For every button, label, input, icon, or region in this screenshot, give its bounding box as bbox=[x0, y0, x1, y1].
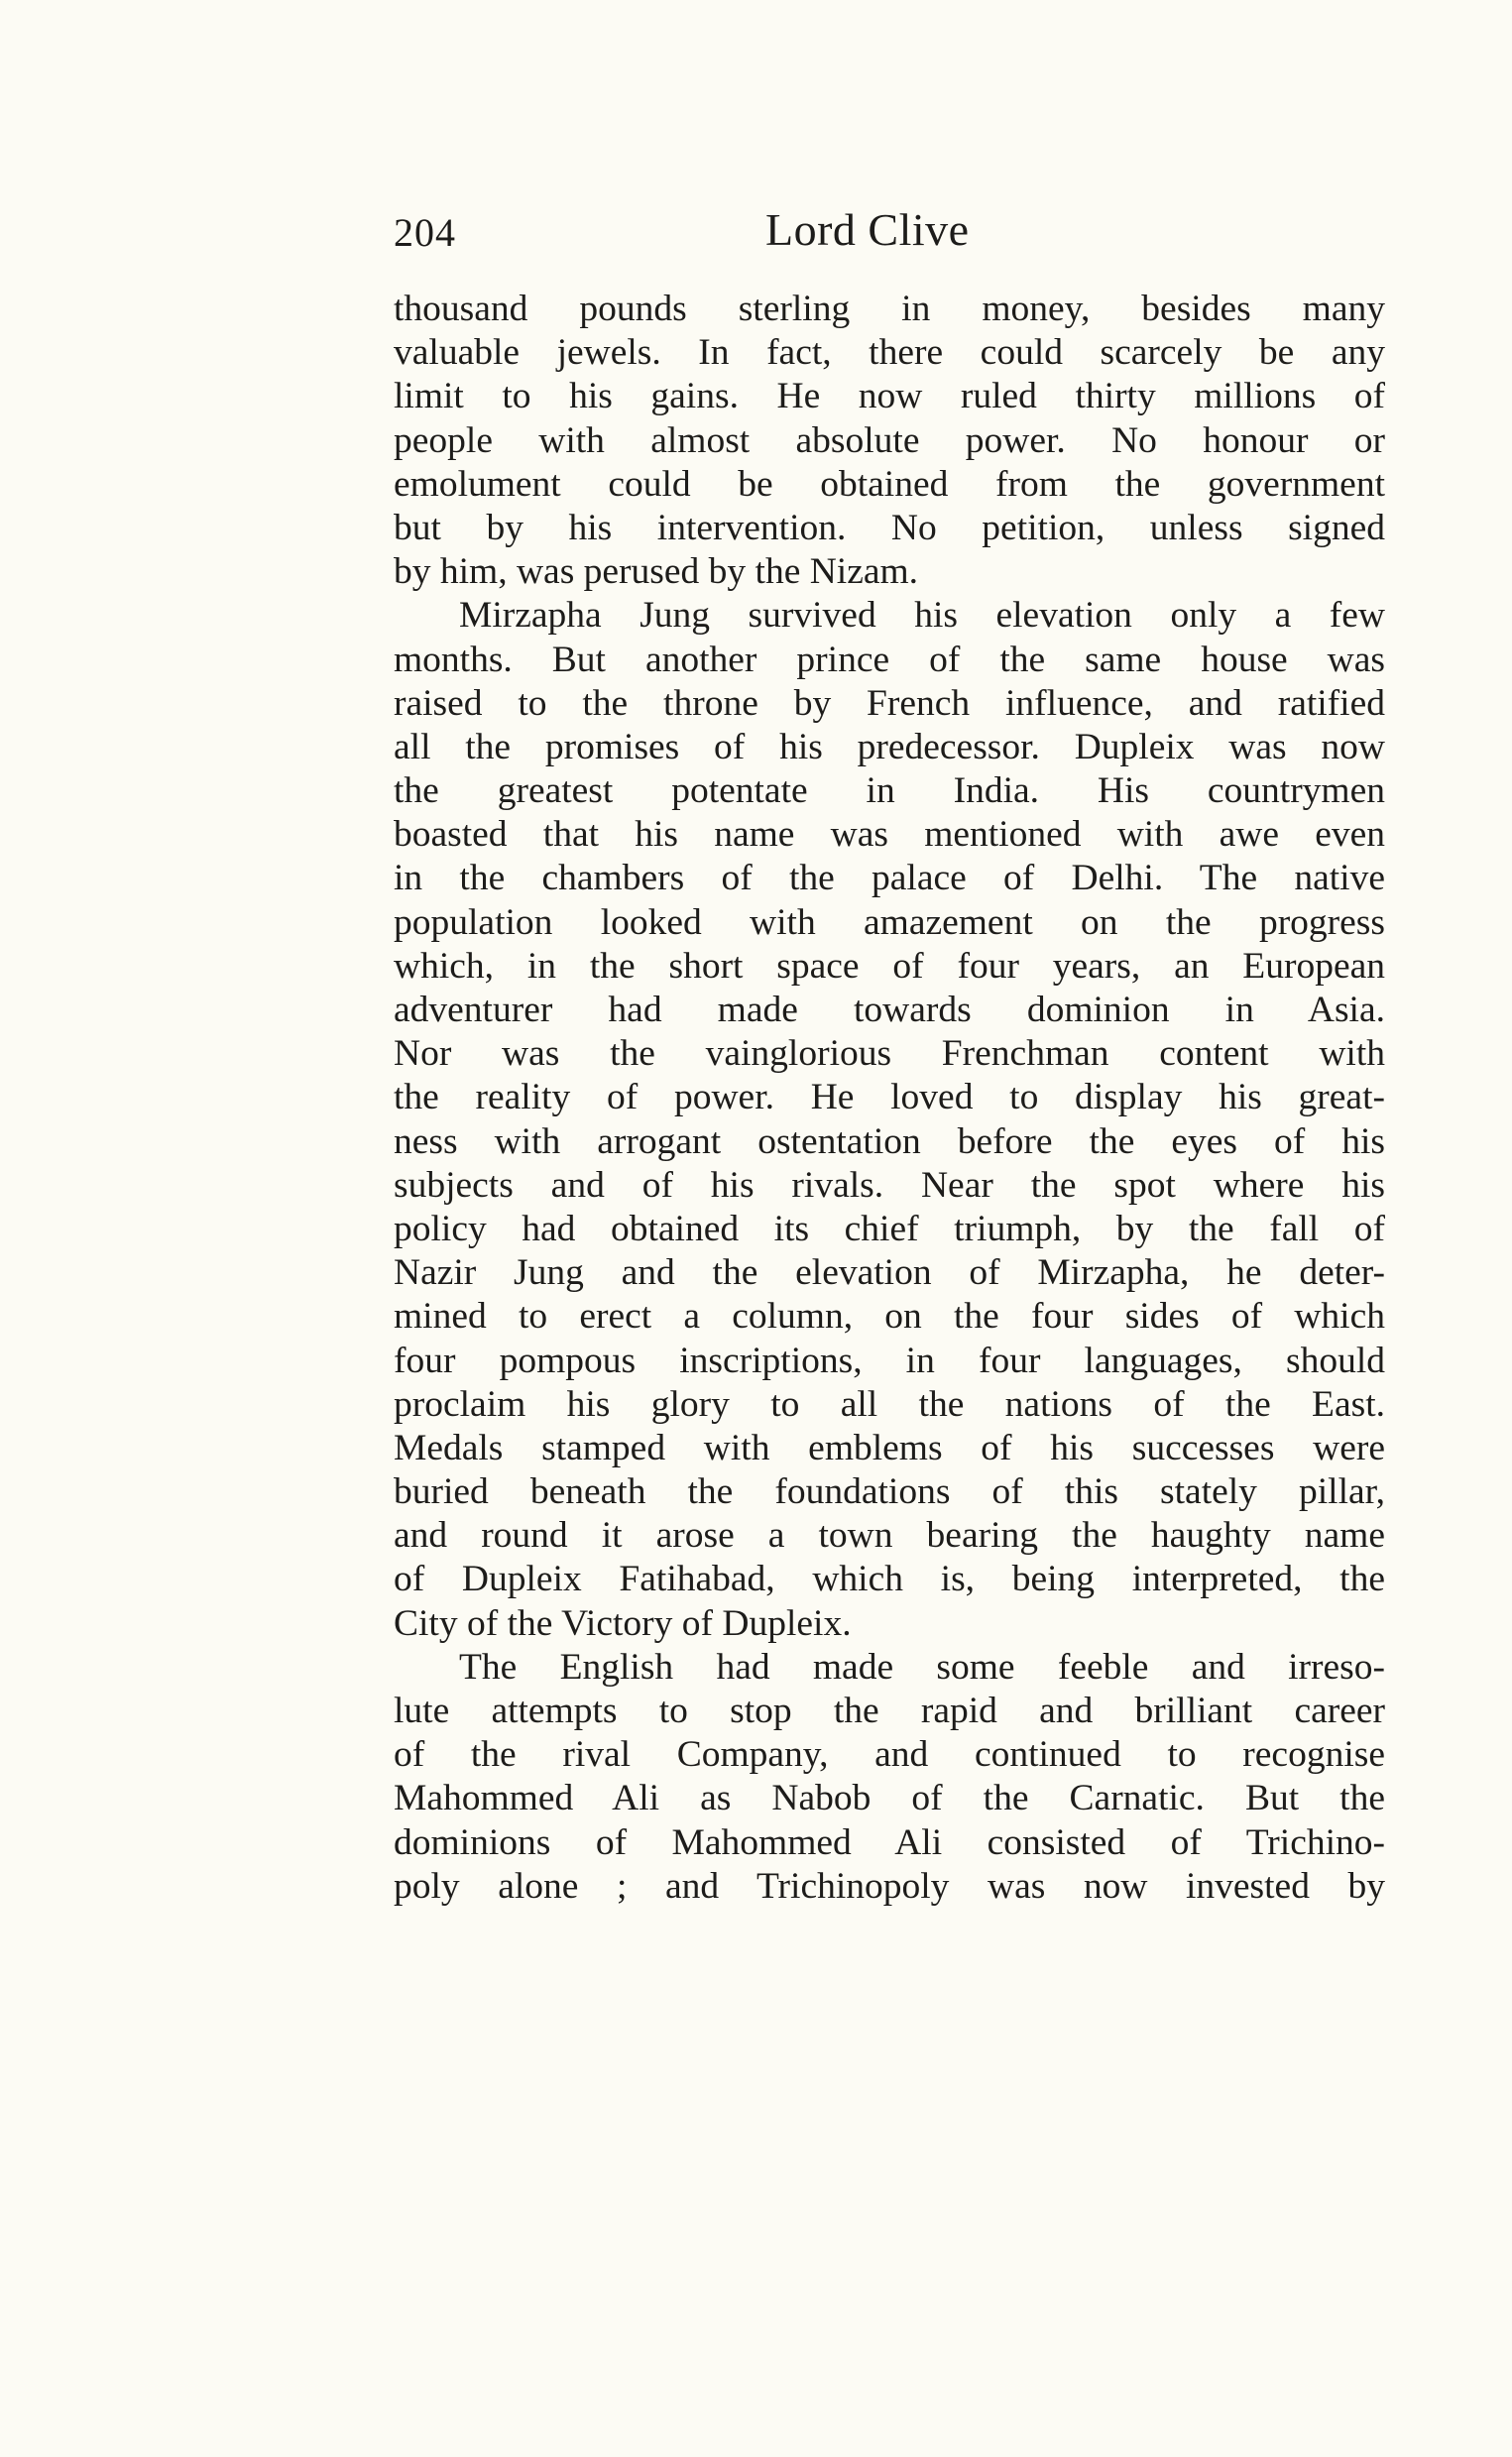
text-line: the reality of power. He loved to display his great- bbox=[394, 1077, 1385, 1118]
text-line: which, in the short space of four years, an European bbox=[394, 945, 1385, 987]
text-line: Mirzapha Jung survived his elevation only a few bbox=[459, 595, 1385, 637]
text-line: dominions of Mahommed Ali consisted of Trichino- bbox=[394, 1821, 1385, 1863]
text-line: valuable jewels. In fact, there could scarcely be any bbox=[394, 332, 1385, 374]
text-line: poly alone ; and Trichinopoly was now invested by bbox=[394, 1865, 1385, 1907]
text-line: all the promises of his predecessor. Dupleix was now bbox=[394, 726, 1385, 767]
text-line: of Dupleix Fatihabad, which is, being interpreted, the bbox=[394, 1559, 1385, 1600]
text-line: four pompous inscriptions, in four languages, should bbox=[394, 1340, 1385, 1381]
text-line: mined to erect a column, on the four sides of which bbox=[394, 1296, 1385, 1338]
text-line: limit to his gains. He now ruled thirty millions of bbox=[394, 376, 1385, 417]
text-line: Nor was the vainglorious Frenchman content with bbox=[394, 1033, 1385, 1075]
text-line: emolument could be obtained from the government bbox=[394, 463, 1385, 505]
text-line: policy had obtained its chief triumph, by the fall of bbox=[394, 1208, 1385, 1249]
text-line: thousand pounds sterling in money, besides many bbox=[394, 289, 1385, 329]
text-line: and round it arose a town bearing the haughty name bbox=[394, 1515, 1385, 1557]
text-line: in the chambers of the palace of Delhi. The native bbox=[394, 858, 1385, 899]
text-line: but by his intervention. No petition, unless signed bbox=[394, 507, 1385, 548]
text-line: Nazir Jung and the elevation of Mirzapha, he deter- bbox=[394, 1252, 1385, 1294]
running-head bbox=[394, 203, 1385, 263]
text-line: months. But another prince of the same house was bbox=[394, 639, 1385, 680]
running-title: Lord Clive bbox=[765, 204, 970, 255]
text-line: Medals stamped with emblems of his successes were bbox=[394, 1427, 1385, 1468]
text-line: City of the Victory of Dupleix. bbox=[394, 1602, 852, 1644]
text-line: Mahommed Ali as Nabob of the Carnatic. But the bbox=[394, 1778, 1385, 1819]
page-number: 204 bbox=[394, 210, 456, 255]
text-line: by him, was perused by the Nizam. bbox=[394, 551, 919, 593]
text-line: raised to the throne by French influence, and ratified bbox=[394, 682, 1385, 724]
text-line: lute attempts to stop the rapid and brilliant career bbox=[394, 1691, 1385, 1731]
text-line: ness with arrogant ostentation before the eyes of his bbox=[394, 1120, 1385, 1162]
text-line: boasted that his name was mentioned with awe even bbox=[394, 814, 1385, 856]
text-line: adventurer had made towards dominion in Asia. bbox=[394, 990, 1385, 1030]
body-text bbox=[394, 288, 1385, 1909]
text-line: proclaim his glory to all the nations of the East. bbox=[394, 1383, 1385, 1425]
text-line: the greatest potentate in India. His countrymen bbox=[394, 770, 1385, 812]
text-line: buried beneath the foundations of this stately pillar, bbox=[394, 1471, 1385, 1513]
text-line: people with almost absolute power. No honour or bbox=[394, 419, 1385, 461]
text-line: of the rival Company, and continued to recognise bbox=[394, 1734, 1385, 1776]
text-line: population looked with amazement on the progress bbox=[394, 901, 1385, 943]
text-line: The English had made some feeble and irreso- bbox=[459, 1646, 1385, 1688]
text-line: subjects and of his rivals. Near the spot where his bbox=[394, 1164, 1385, 1206]
